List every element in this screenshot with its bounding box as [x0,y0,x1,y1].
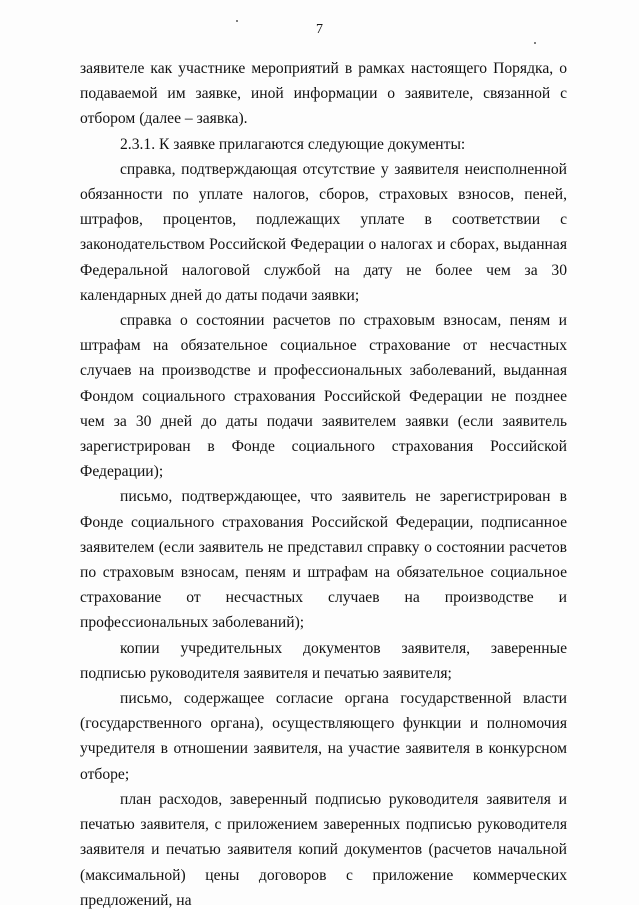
paragraph-insurance-certificate: справка о состоянии расчетов по страховым взносам, пеням и штрафам на обязательное социальное страхование от несчастных случаев на производстве и профессиональных заболеваний, выданная Фондом социального страхования Российской Федерации не позднее чем за 30 дней до даты подачи заявителем заявки (если заявитель зарегистрирован в Фонде социального страхования Российской Федерации); [80,312,567,481]
page-number: 7 [316,22,323,37]
paragraph-continuation: заявителе как участнике мероприятий в рамках настоящего Порядка, о подаваемой им заявке, иной информации о заявителе, связанной с отбором (далее – заявка). [80,60,567,128]
paragraph-non-registration-letter: письмо, подтверждающее, что заявитель не зарегистрирован в Фонде социального страхования Российской Федерации, подписанное заявителем (если заявитель не представил справку о состоянии расчетов по страховым взносам, пеням и штрафам на обязательное социальное страхование от несчастных случаев на производстве и профессиональных заболеваний); [80,488,567,632]
paragraph-tax-certificate: справка, подтверждающая отсутствие у заявителя неисполненной обязанности по уплате налогов, сборов, страховых взносов, пеней, штрафов, процентов, подлежащих уплате в соответствии с законодательством Российской Федерации о налогах и сборах, выданная Федеральной налоговой службой на дату не более чем за 30 календарных дней до даты подачи заявки; [80,160,567,304]
paragraph-consent-letter: письмо, содержащее согласие органа государственной власти (государственного органа), осуществляющего функции и полномочия учредителя в отношении заявителя, на участие заявителя в конкурсном отборе; [80,690,567,783]
scan-speck [534,42,536,44]
paragraph-founding-documents: копии учредительных документов заявителя, заверенные подписью руководителя заявителя и печатью заявителя; [80,639,567,682]
paragraph-expense-plan: план расходов, заверенный подписью руководителя заявителя и печатью заявителя, с приложением заверенных подписью руководителя заявителя и печатью заявителя копий документов (расчетов начальной (максимальной) цены договоров с приложение коммерческих предложений, на [80,790,567,909]
paragraph-clause-2-3-1: 2.3.1. К заявке прилагаются следующие документы: [120,135,466,153]
scan-speck [236,20,238,22]
document-body [80,56,567,913]
